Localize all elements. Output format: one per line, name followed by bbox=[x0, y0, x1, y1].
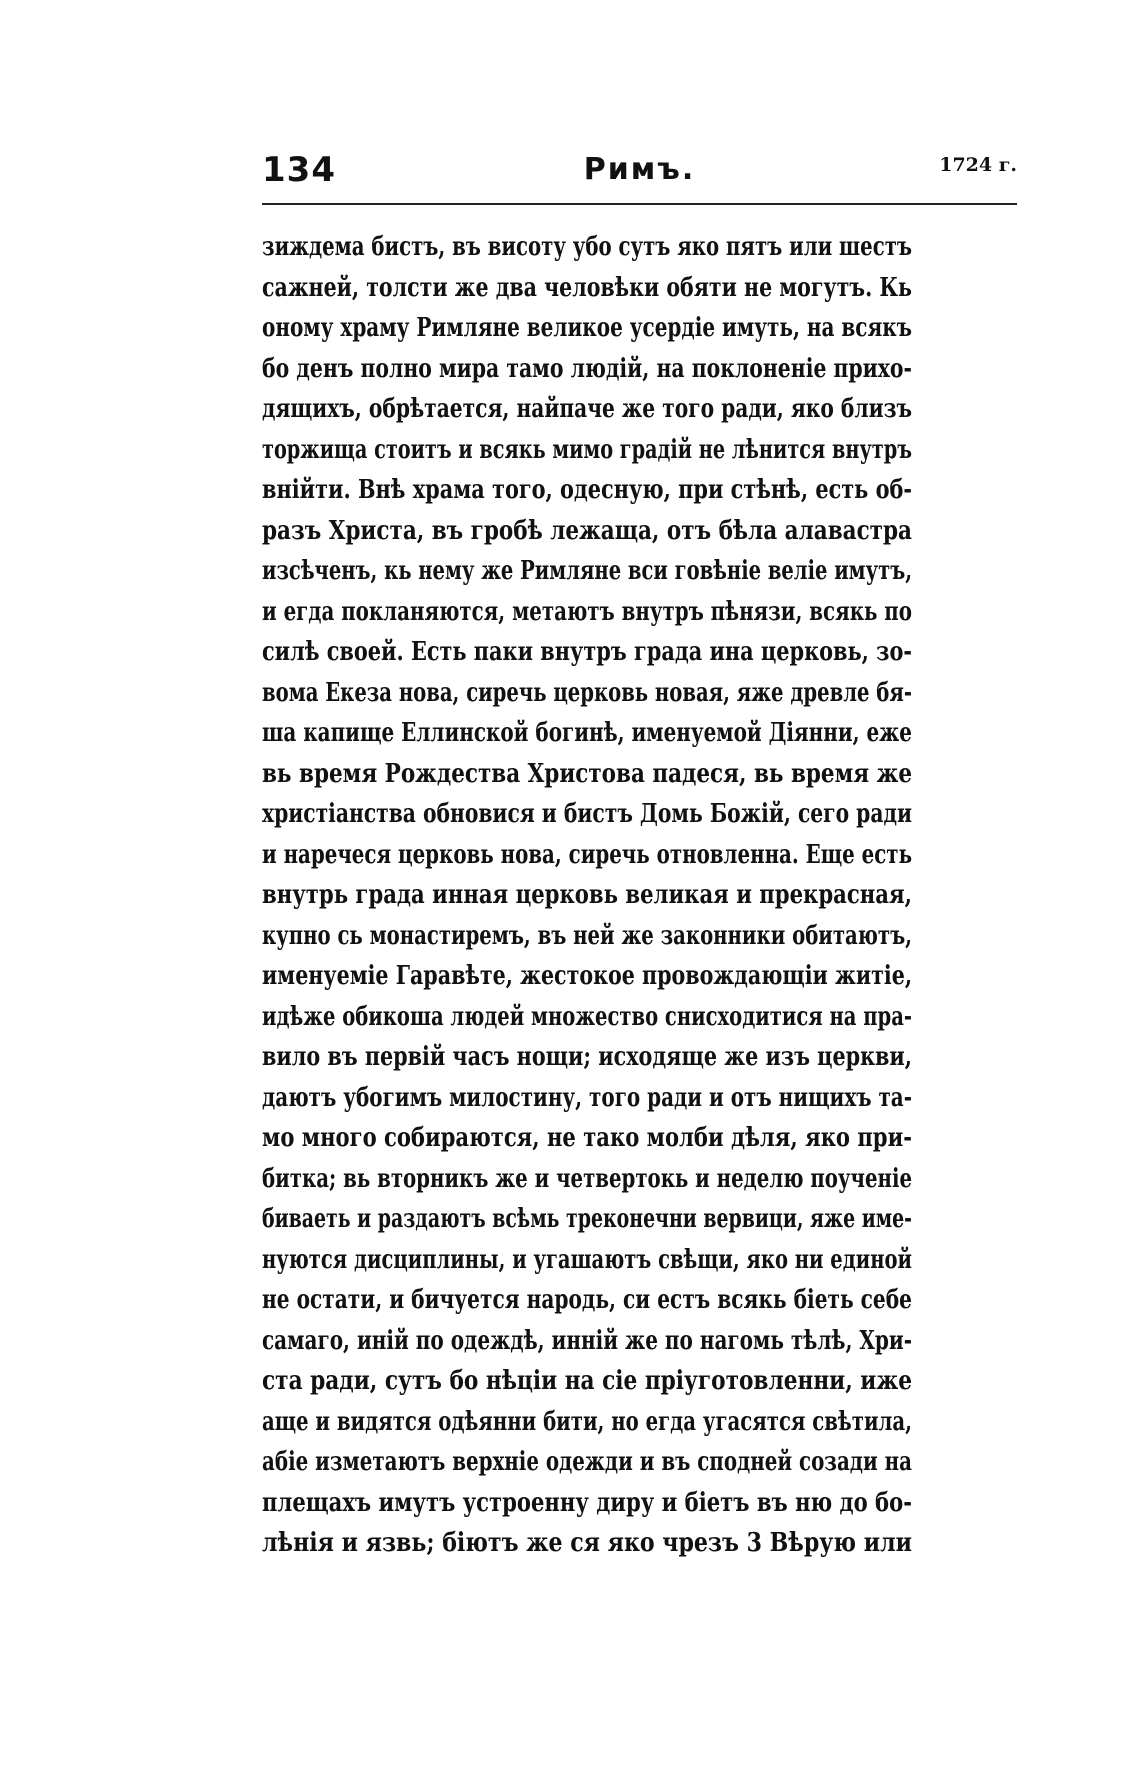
header-rule bbox=[262, 203, 1017, 205]
text-line: именуеміе Гаравѣте, жестокое провождающіи житіе, bbox=[262, 960, 912, 991]
text-line: аще и видятся одѣянни бити, но егда угасятся свѣтила, bbox=[262, 1405, 912, 1437]
text-line: ста ради, сутъ бо нѣціи на сіе пріуготовленни, иже bbox=[262, 1365, 912, 1396]
text-line: и егда покланяются, метаютъ внутръ пѣнязи, всякь по bbox=[262, 595, 912, 627]
text-line: абіе изметаютъ верхніе одежди и въ сподней созади на bbox=[262, 1446, 912, 1477]
text-line: идѣже обикоша людей множество снисходитися на пра- bbox=[262, 1000, 912, 1032]
text-line: вило въ первій часъ нощи; исходяще же изъ церкви, bbox=[262, 1041, 912, 1072]
text-line: сажней, толсти же два человѣки обяти не могутъ. Кь bbox=[262, 271, 912, 303]
text-line: мо много собираются, не тако молби дѣля, яко при- bbox=[262, 1122, 912, 1153]
text-line: внутрь града инная церковь великая и прекрасная, bbox=[262, 879, 912, 910]
body-text bbox=[262, 227, 1052, 1564]
text-line: силѣ своей. Есть паки внутръ града ина церковь, зо- bbox=[262, 636, 912, 667]
text-line: внійти. Внѣ храма того, одесную, при стѣнѣ, есть об- bbox=[262, 474, 912, 505]
text-line: самаго, иній по одеждѣ, инній же по нагомь тѣлѣ, Хри- bbox=[262, 1324, 912, 1356]
text-line: зиждема бистъ, въ висоту убо сутъ яко пятъ или шестъ bbox=[262, 231, 912, 262]
text-line: вь время Рождества Христова падеся, вь время же bbox=[262, 757, 912, 789]
page-header bbox=[262, 150, 1017, 204]
text-line: и наречеся церковь нова, сиречь отновленна. Еще есть bbox=[262, 838, 912, 870]
text-line: ша капище Еллинской богинѣ, именуемой Діянни, еже bbox=[262, 717, 912, 748]
text-line: христіанства обновися и бистъ Домь Божій, сего ради bbox=[262, 798, 912, 829]
year-label: 1724 г. bbox=[939, 154, 1017, 176]
text-line: нуются дисциплины, и угашаютъ свѣщи, яко ни единой bbox=[262, 1243, 912, 1275]
text-line: торжища стоитъ и всякь мимо градій не лѣнится внутръ bbox=[262, 433, 912, 465]
text-line: оному храму Римляне великое усердіе имуть, на всякъ bbox=[262, 312, 912, 343]
text-line: плещахъ имутъ устроенну диру и біетъ въ ню до бо- bbox=[262, 1486, 912, 1518]
text-line: битка; вь вторникъ же и четвертокь и неделю поученіе bbox=[262, 1162, 912, 1194]
running-title: Римъ. bbox=[583, 152, 696, 187]
text-line: купно сь монастиремъ, въ ней же законники обитаютъ, bbox=[262, 919, 912, 951]
text-line: биваеть и раздаютъ всѣмь треконечни вервици, яже име- bbox=[262, 1203, 912, 1234]
text-line: лѣнія и язвь; біютъ же ся яко чрезъ 3 Вѣрую или bbox=[262, 1527, 912, 1558]
text-line: даютъ убогимъ милостину, того ради и отъ нищихъ та- bbox=[262, 1081, 912, 1113]
text-line: дящихъ, обрѣтается, найпаче же того ради, яко близъ bbox=[262, 393, 912, 424]
text-line: бо денъ полно мира тамо людій, на поклоненіе прихо- bbox=[262, 352, 912, 384]
page-number: 134 bbox=[262, 150, 336, 190]
text-line: разъ Христа, въ гробѣ лежаща, отъ бѣла алавастра bbox=[262, 514, 912, 546]
text-line: вома Екеза нова, сиречь церковь новая, яже древле бя- bbox=[262, 676, 912, 708]
text-line: изсѣченъ, кь нему же Римляне вси говѣніе веліе имутъ, bbox=[262, 555, 912, 586]
text-line: не остати, и бичуется народь, си естъ всякь біеть себе bbox=[262, 1284, 912, 1315]
